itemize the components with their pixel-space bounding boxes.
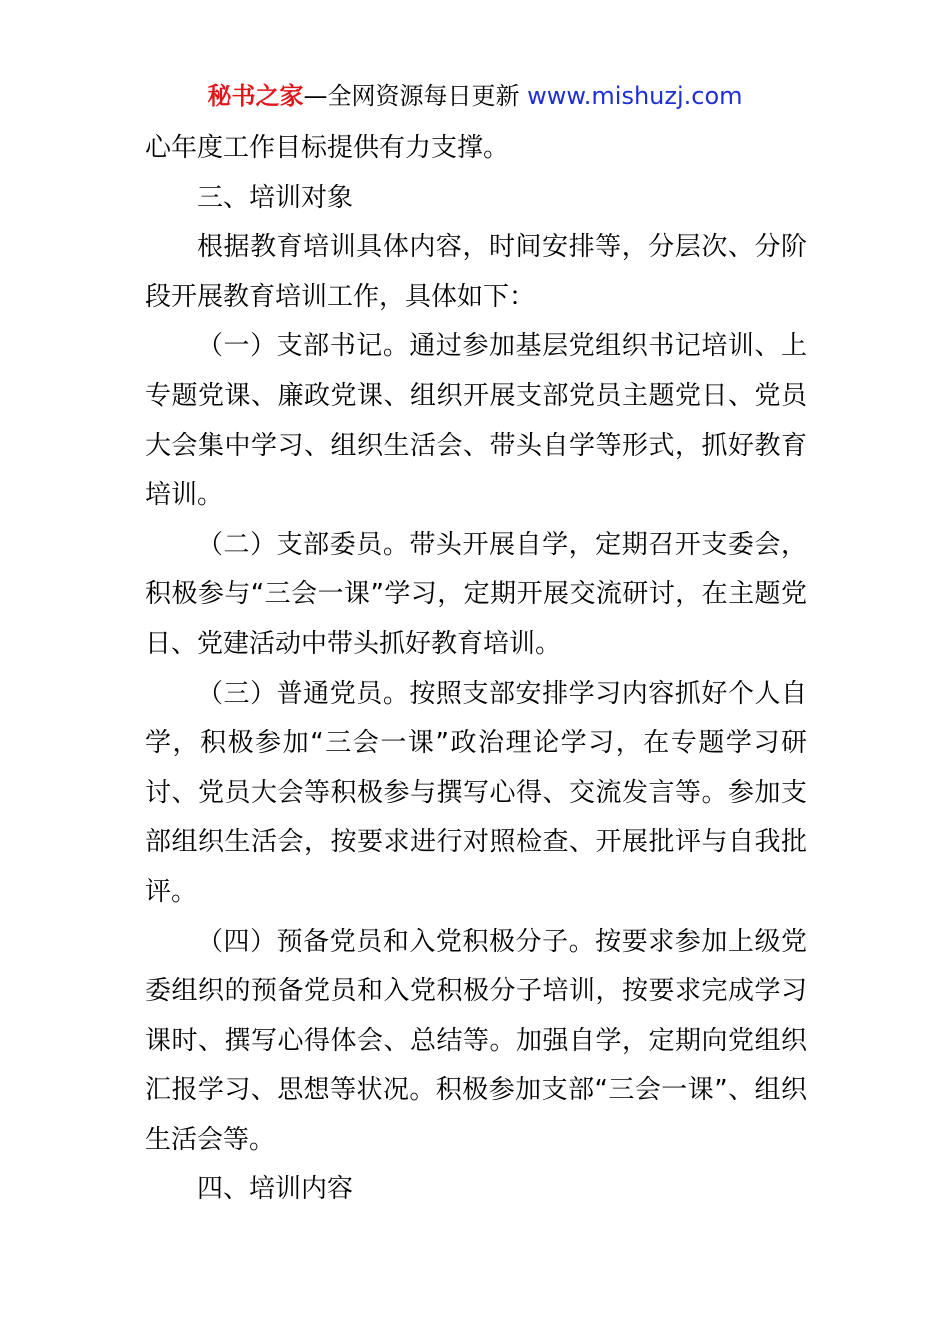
paragraph-branch-committee: （二）支部委员。带头开展自学，定期召开支委会，积极参与“三会一课”学习，定期开展交流研讨，在主题党日、党建活动中带头抓好教育培训。: [145, 529, 807, 659]
site-url-link[interactable]: www.mishuzj.com: [527, 82, 743, 110]
section-heading-training-content: 四、培训内容: [197, 1174, 354, 1205]
paragraph-probationary-members: （四）预备党员和入党积极分子。按要求参加上级党委组织的预备党员和入党积极分子培训，按要求完成学习课时、撰写心得体会、总结等。加强自学，定期向党组织汇报学习、思想等状况。积极参加支部“三会一课”、组织生活会等。: [145, 926, 807, 1155]
site-header: [0, 80, 950, 112]
brand-name: 秘书之家: [207, 82, 304, 110]
paragraph-ordinary-members: （三）普通党员。按照支部安排学习内容抓好个人自学，积极参加“三会一课”政治理论学习，在专题学习研讨、党员大会等积极参与撰写心得、交流发言等。参加支部组织生活会，按要求进行对照检查、开展批评与自我批评。: [145, 678, 807, 907]
paragraph-intro: 根据教育培训具体内容，时间安排等，分层次、分阶段开展教育培训工作，具体如下：: [145, 232, 807, 312]
document-body: [145, 124, 807, 1215]
section-heading-training-targets: 三、培训对象: [197, 182, 354, 213]
paragraph-branch-secretary: （一）支部书记。通过参加基层党组织书记培训、上专题党课、廉政党课、组织开展支部党员主题党日、党员大会集中学习、组织生活会、带头自学等形式，抓好教育培训。: [145, 331, 807, 511]
paragraph-continuation: 心年度工作目标提供有力支撑。: [145, 133, 510, 163]
header-tagline: —全网资源每日更新: [303, 82, 528, 110]
